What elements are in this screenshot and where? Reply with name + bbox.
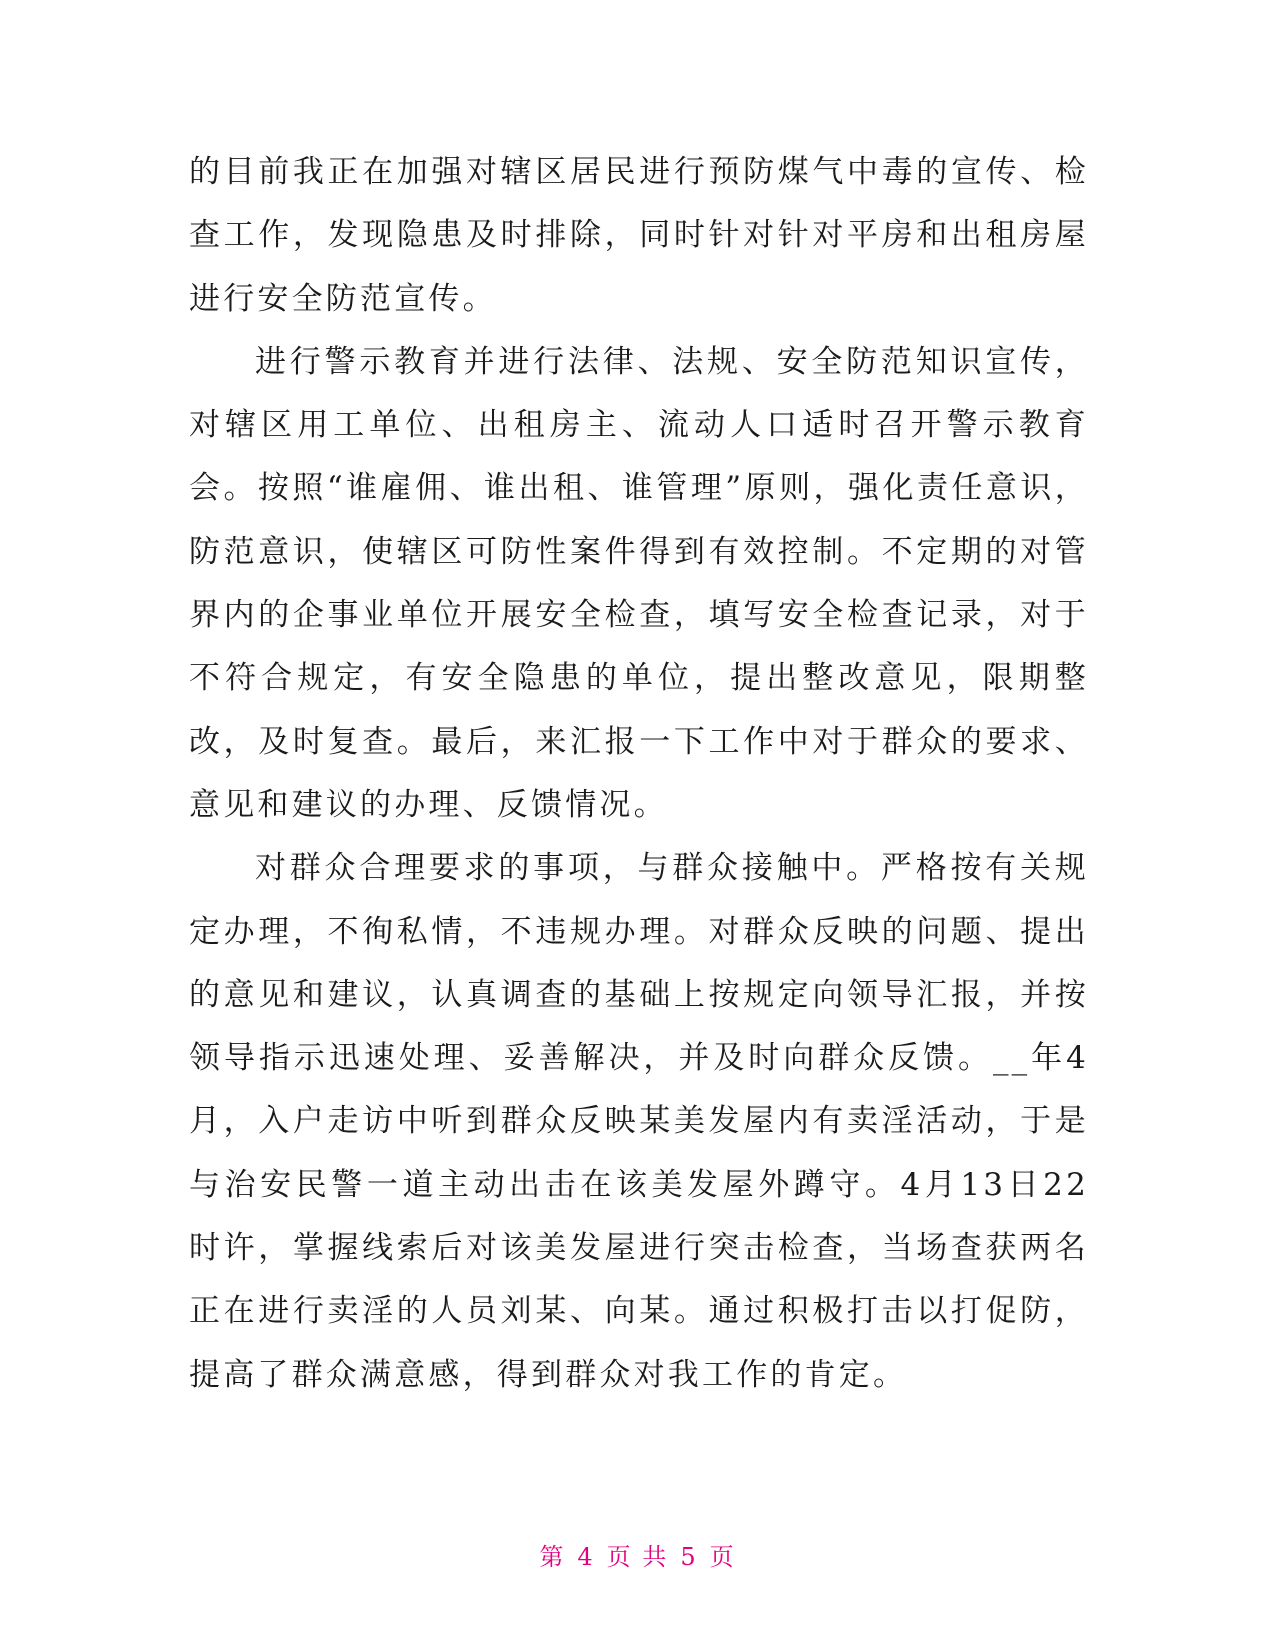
footer-suffix: 页 <box>709 1543 736 1571</box>
paragraph-1: 的目前我正在加强对辖区居民进行预防煤气中毒的宣传、检查工作，发现隐患及时排除，同时针对针对平房和出租房屋进行安全防范宣传。 <box>189 154 1089 317</box>
footer-prefix: 第 <box>539 1543 566 1571</box>
paragraph-3: 对群众合理要求的事项，与群众接触中。严格按有关规定办理，不徇私情，不违规办理。对群众反映的问题、提出的意见和建议，认真调查的基础上按规定向领导汇报，并按领导指示迅速处理、妥善解决，并及时向群众反馈。__年4月，入户走访中听到群众反映某美发屋内有卖淫活动，于是与治安民警一道主动出击在该美发屋外蹲守。4月13日22时许，掌握线索后对该美发屋进行突击检查，当场查获两名正在进行卖淫的人员刘某、向某。通过积极打击以打促防，提高了群众满意感，得到群众对我工作的肯定。 <box>189 850 1089 1393</box>
footer-page-number: 4 <box>577 1543 595 1571</box>
footer-middle: 页 共 <box>606 1543 669 1571</box>
footer-total-pages: 5 <box>680 1543 698 1571</box>
page-footer <box>0 1537 1275 1572</box>
document-body <box>189 141 1089 1407</box>
paragraph-2: 进行警示教育并进行法律、法规、安全防范知识宣传，对辖区用工单位、出租房主、流动人口适时召开警示教育会。按照“谁雇佣、谁出租、谁管理”原则，强化责任意识，防范意识，使辖区可防性案件得到有效控制。不定期的对管界内的企事业单位开展安全检查，填写安全检查记录，对于不符合规定，有安全隐患的单位，提出整改意见，限期整改，及时复查。最后，来汇报一下工作中对于群众的要求、意见和建议的办理、反馈情况。 <box>189 343 1089 823</box>
